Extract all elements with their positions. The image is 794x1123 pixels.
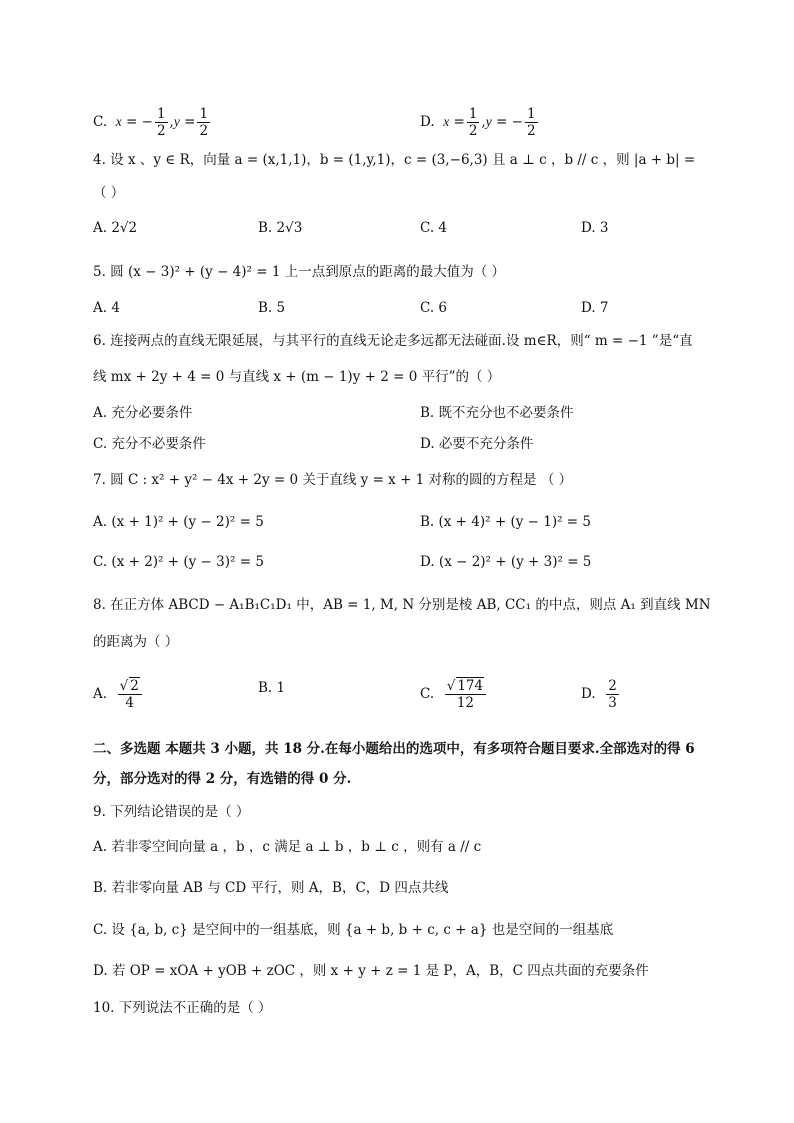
q4-option-a: A. 2√2 [93, 220, 138, 236]
q9-stem: 9. 下列结论错误的是（ ） [93, 804, 250, 820]
q7-stem: 7. 圆 C : x² + y² − 4x + 2y = 0 关于直线 y = x + 1 对称的圆的方程是 （ ） [93, 472, 573, 488]
q5-option-a: A. 4 [93, 300, 120, 316]
q4-stem: 4. 设 x 、y ∈ R，向量 a = (x,1,1)，b = (1,y,1)，c = (3,−6,3) 且 a ⊥ c ，b // c ，则 |a + b| = [93, 152, 696, 168]
q9-option-d: D. 若 OP = xOA + yOB + zOC ，则 x + y + z = 1 是 P，A，B，C 四点共面的充要条件 [93, 963, 649, 979]
q8-option-b: B. 1 [258, 680, 286, 696]
q6-option-b: B. 既不充分也不必要条件 [420, 405, 574, 421]
q6-option-c: C. 充分不必要条件 [93, 436, 206, 452]
q7-option-d: D. (x − 2)² + (y + 3)² = 5 [420, 554, 592, 570]
q5-option-d: D. 7 [581, 300, 609, 316]
q3-option-c: C. x = − $\frac{1}{2}$ ,y = $\frac{1}{2}$ [93, 106, 209, 139]
q8-option-c: C. $\frac{√ 174}{12}$ [420, 678, 488, 711]
q5-option-c: C. 6 [420, 300, 448, 316]
q8-option-a: A. $\frac{√ 2}{4}$ [93, 678, 144, 711]
q9-option-a: A. 若非零空间向量 a ，b ，c 满足 a ⊥ b ，b ⊥ c ，则有 a // c [93, 839, 482, 855]
q5-option-b: B. 5 [258, 300, 286, 316]
q4-option-b: B. 2√3 [258, 220, 303, 236]
q8-stem-line2: 的距离为（ ） [93, 634, 179, 650]
q6-option-a: A. 充分必要条件 [93, 405, 193, 421]
q7-option-a: A. (x + 1)² + (y − 2)² = 5 [93, 514, 264, 530]
q9-option-b: B. 若非零向量 AB 与 CD 平行，则 A，B，C，D 四点共线 [93, 880, 449, 896]
q4-stem-paren: （ ） [93, 185, 125, 201]
q9-option-c: C. 设 {a, b, c} 是空间中的一组基底，则 {a + b, b + c, c + a} 也是空间的一组基底 [93, 922, 614, 938]
q3-option-d: D. x = $\frac{1}{2}$ ,y = − $\frac{1}{2}$ [420, 106, 536, 139]
q4-option-d: D. 3 [581, 220, 609, 236]
q10-stem: 10. 下列说法不正确的是（ ） [93, 1000, 272, 1016]
q4-option-c: C. 4 [420, 220, 448, 236]
q8-stem-line1: 8. 在正方体 ABCD − A₁B₁C₁D₁ 中，AB = 1, M, N 分别是棱 AB, CC₁ 的中点，则点 A₁ 到直线 MN [93, 597, 711, 613]
section-heading-multi-line2: 分，部分选对的得 2 分，有选错的得 0 分. [93, 771, 352, 787]
q6-stem-line1: 6. 连接两点的直线无限延展，与其平行的直线无论走多远都无法碰面.设 m∈R，则“ m = −1 ”是“直 [93, 333, 693, 349]
q8-option-d: D. $\frac{2}{3}$ [581, 678, 617, 711]
q7-option-c: C. (x + 2)² + (y − 3)² = 5 [93, 554, 264, 570]
q6-stem-line2: 线 mx + 2y + 4 = 0 与直线 x + (m − 1)y + 2 = 0 平行”的（ ） [93, 369, 501, 385]
section-heading-multi-line1: 二、多选题 本题共 3 小题，共 18 分.在每小题给出的选项中，有多项符合题目要求.全部选对的得 6 [93, 741, 695, 757]
q5-stem: 5. 圆 (x − 3)² + (y − 4)² = 1 上一点到原点的距离的最大值为（ ） [93, 264, 506, 280]
q7-option-b: B. (x + 4)² + (y − 1)² = 5 [420, 514, 591, 530]
q6-option-d: D. 必要不充分条件 [420, 436, 534, 452]
